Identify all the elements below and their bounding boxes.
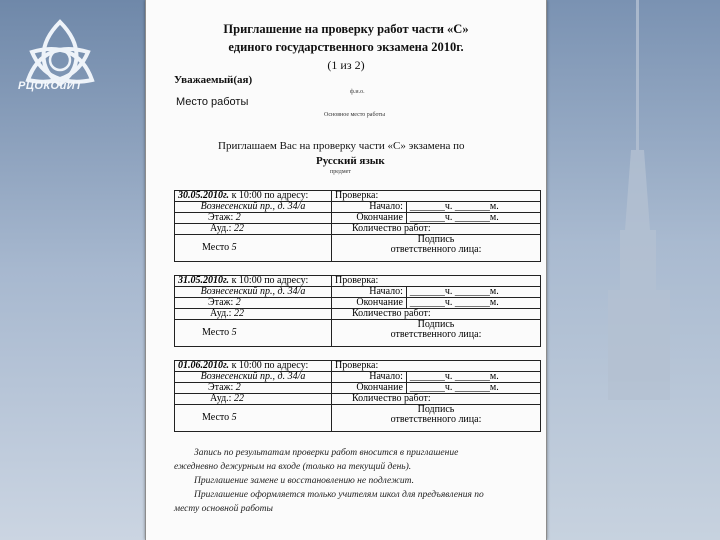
schedule-address: Вознесенский пр., д. 34/а (175, 372, 332, 383)
workplace-caption: Основное место работы (324, 112, 386, 118)
schedule-block-1: 30.05.2010г. к 10:00 по адресу: Проверка: Вознесенский пр., д. 34/а Начало: _______ч. _______м. Этаж: 2 Окончание _______ч. _______м. Ауд.: 22 Количество работ: Место 5 Подпись ответственного лица: (174, 190, 541, 262)
schedule-block-3: 01.06.2010г. к 10:00 по адресу: Проверка: Вознесенский пр., д. 34/а Начало: _______ч. _______м. Этаж: 2 Окончание _______ч. _______м. Ауд.: 22 Количество работ: Место 5 Подпись ответственного лица: (174, 360, 541, 432)
invite-text: Приглашаем Вас на проверку части «С» экзамена по (218, 140, 465, 152)
doc-title-line2: единого государственного экзамена 2010г. (228, 40, 464, 54)
workplace-label: Место работы (176, 96, 249, 108)
note-line: Запись по результатам проверки работ вносится в приглашение (194, 448, 459, 458)
fio-caption: ф.и.о. (350, 89, 365, 95)
note-line: ежедневно дежурным на входе (только на текущий день). (174, 462, 412, 472)
note-line: месту основной работы (174, 504, 273, 514)
note-line: Приглашение оформляется только учителям школ для предъявления по (194, 490, 484, 500)
greeting: Уважаемый(ая) (174, 74, 253, 86)
subject: Русский язык (316, 155, 385, 167)
page-counter: (1 из 2) (327, 58, 365, 72)
schedule-date: 01.06.2010г. (178, 360, 230, 371)
schedule-address: Вознесенский пр., д. 34/а (175, 287, 332, 298)
doc-title-line1: Приглашение на проверку работ части «С» (223, 22, 469, 36)
spire-silhouette (598, 0, 678, 400)
schedule-address: Вознесенский пр., д. 34/а (175, 202, 332, 213)
schedule-date: 31.05.2010г. (178, 275, 230, 286)
schedule-block-2: 31.05.2010г. к 10:00 по адресу: Проверка: Вознесенский пр., д. 34/а Начало: _______ч. _______м. Этаж: 2 Окончание _______ч. _______м. Ауд.: 22 Количество работ: Место 5 Подпись ответственного лица: (174, 275, 541, 347)
note-line: Приглашение замене и восстановлению не подлежит. (194, 476, 414, 486)
schedule-date: 30.05.2010г. (178, 190, 230, 201)
invitation-document (145, 0, 547, 540)
subject-caption: предмет (330, 169, 351, 175)
logo-text: РЦОКОиИТ (18, 80, 83, 92)
